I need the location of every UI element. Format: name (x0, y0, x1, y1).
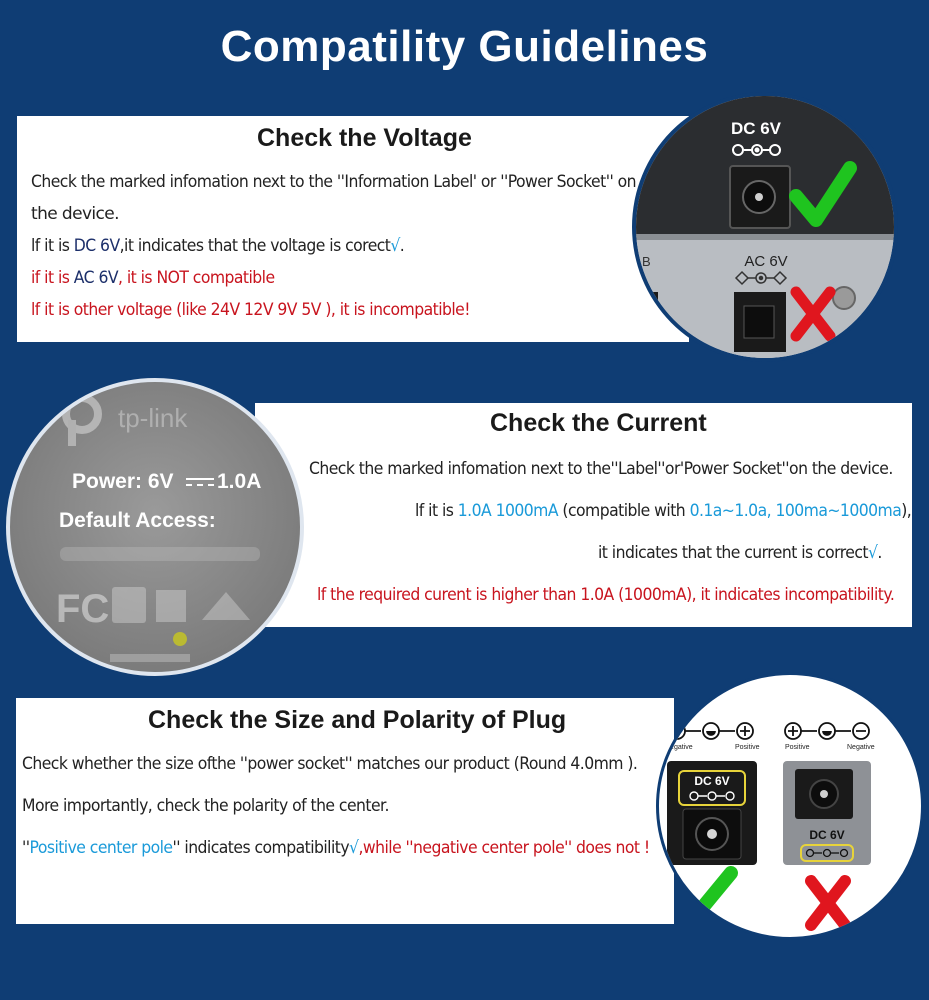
socket-correct-icon (667, 761, 757, 865)
dc-socket-icon (730, 166, 790, 228)
voltage-panel (17, 116, 689, 342)
voltage-line-3: lf it is DC 6V,it indicates that the voltage is corect√. (31, 236, 405, 256)
current-line-4: lf the required curent is higher than 1.0A (1000mA), it indicates incompatibility. (317, 585, 895, 605)
dc-symbol-icon (186, 479, 214, 485)
current-line-2: lf it is 1.0A 1000mA (compatible with 0.1a~1.0a, 100ma~1000ma), (415, 501, 912, 521)
plug-heading: Check the Size and Polarity of Plug (148, 706, 567, 734)
default-access-label: Default Access: (59, 509, 216, 532)
current-heading: Check the Current (490, 409, 707, 437)
plug-panel (16, 698, 674, 924)
svg-text:Positive: Positive (785, 744, 810, 751)
polarity-left-icon (669, 723, 753, 739)
voltage-socket-photo (632, 92, 898, 362)
current-panel (255, 403, 912, 627)
voltage-line-5: lf it is other voltage (like 24V 12V 9V 5V ), it is incompatible! (31, 300, 470, 320)
fc-mark: FC (56, 587, 110, 631)
tp-link-logo-icon (66, 398, 98, 446)
check-icon: √ (349, 838, 359, 858)
socket-incorrect-icon (783, 761, 871, 865)
check-icon: √ (390, 236, 400, 256)
plug-polarity-photo (656, 672, 924, 940)
polarity-right-icon (785, 723, 869, 739)
page-title: Compatility Guidelines (220, 22, 709, 71)
voltage-line-4: if it is AC 6V, it is NOT compatible (31, 268, 275, 288)
voltage-line-1: Check the marked infomation next to the ''Information Label' or ''Power Socket'' on (31, 172, 636, 192)
brand-text: tp-link (118, 403, 188, 433)
svg-text:Negative: Negative (665, 744, 693, 751)
current-line-3: it indicates that the current is correct√. (598, 543, 882, 563)
ac-socket-icon (734, 292, 786, 352)
current-line-1: Check the marked infomation next to the''Label''or'Power Socket''on the device. (309, 459, 893, 479)
plug-line-3: ''Positive center pole'' indicates compatibility√,while ''negative center pole'' does not ! (22, 838, 650, 858)
ac-label: AC 6V (744, 253, 788, 270)
svg-text:DC 6V: DC 6V (694, 774, 730, 788)
current-label-photo (6, 378, 304, 676)
svg-text:Positive: Positive (735, 744, 760, 751)
voltage-line-2: the device. (31, 204, 119, 224)
plug-line-2: More importantly, check the polarity of the center. (22, 796, 389, 816)
red-x-icon (811, 881, 845, 925)
green-check-icon (673, 873, 731, 919)
plug-line-1: Check whether the size ofthe ''power socket'' matches our product (Round 4.0mm ). (22, 754, 638, 774)
svg-text:Negative: Negative (847, 744, 875, 751)
power-label: Power: 6V (72, 470, 174, 493)
voltage-heading: Check the Voltage (257, 124, 472, 152)
check-icon: √ (867, 543, 878, 563)
dc-label: DC 6V (730, 119, 782, 138)
svg-text:B: B (642, 254, 651, 269)
svg-text:DC 6V: DC 6V (809, 828, 845, 842)
power-value: 1.0A (217, 470, 262, 493)
